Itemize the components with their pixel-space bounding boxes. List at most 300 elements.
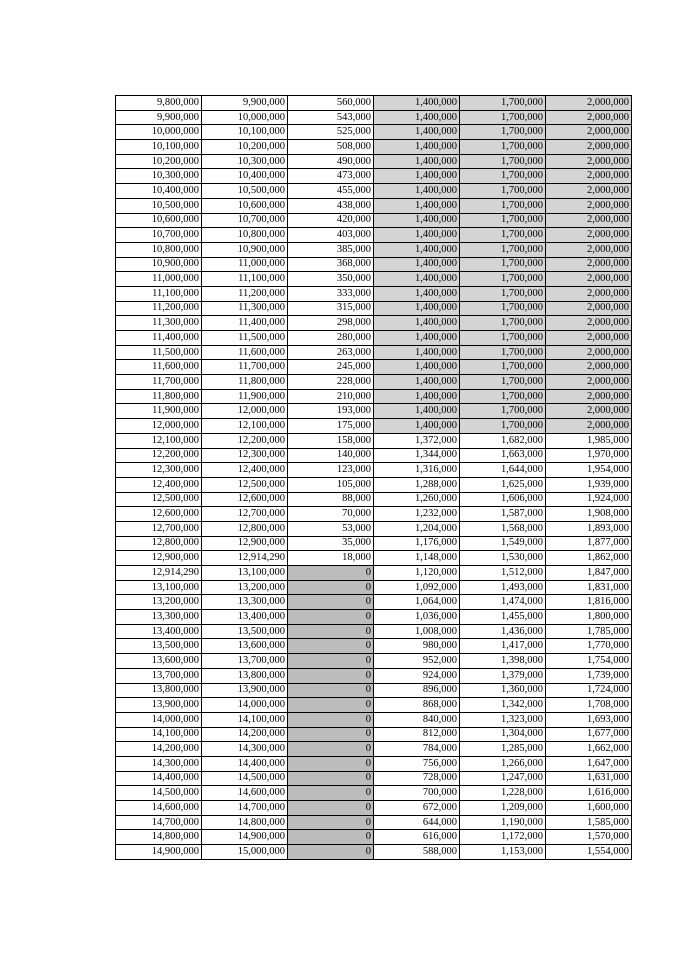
table-cell-col-f: 2,000,000 <box>546 331 632 346</box>
table-row <box>116 551 632 566</box>
table-cell-col-d: 1,400,000 <box>374 272 460 287</box>
table-cell-col-f: 1,816,000 <box>546 595 632 610</box>
table-cell-col-b: 14,100,000 <box>202 712 288 727</box>
table-cell-col-a: 9,900,000 <box>116 110 202 125</box>
table-cell-col-c: 0 <box>288 712 374 727</box>
table-cell-col-f: 1,739,000 <box>546 668 632 683</box>
table-row <box>116 668 632 683</box>
table-cell-col-a: 13,300,000 <box>116 610 202 625</box>
table-cell-col-f: 1,631,000 <box>546 771 632 786</box>
table-cell-col-f: 1,954,000 <box>546 463 632 478</box>
table-cell-col-a: 11,400,000 <box>116 331 202 346</box>
table-cell-col-b: 14,500,000 <box>202 771 288 786</box>
table-cell-col-b: 14,700,000 <box>202 801 288 816</box>
table-row <box>116 419 632 434</box>
table-cell-col-d: 700,000 <box>374 786 460 801</box>
table-cell-col-b: 12,200,000 <box>202 433 288 448</box>
table-cell-col-e: 1,285,000 <box>460 742 546 757</box>
table-cell-col-a: 13,800,000 <box>116 683 202 698</box>
table-cell-col-f: 2,000,000 <box>546 154 632 169</box>
table-cell-col-c: 438,000 <box>288 198 374 213</box>
table-cell-col-b: 10,400,000 <box>202 169 288 184</box>
table-cell-col-e: 1,587,000 <box>460 507 546 522</box>
table-cell-col-e: 1,247,000 <box>460 771 546 786</box>
table-cell-col-d: 1,400,000 <box>374 419 460 434</box>
table-cell-col-e: 1,700,000 <box>460 257 546 272</box>
table-cell-col-b: 13,400,000 <box>202 610 288 625</box>
table-cell-col-a: 10,000,000 <box>116 125 202 140</box>
table-cell-col-b: 15,000,000 <box>202 845 288 860</box>
table-cell-col-c: 420,000 <box>288 213 374 228</box>
table-cell-col-e: 1,700,000 <box>460 242 546 257</box>
table-cell-col-f: 1,724,000 <box>546 683 632 698</box>
table-cell-col-d: 1,176,000 <box>374 536 460 551</box>
table-row <box>116 683 632 698</box>
table-cell-col-a: 12,100,000 <box>116 433 202 448</box>
table-cell-col-e: 1,700,000 <box>460 419 546 434</box>
table-cell-col-f: 2,000,000 <box>546 389 632 404</box>
table-cell-col-e: 1,700,000 <box>460 213 546 228</box>
table-row <box>116 169 632 184</box>
table-cell-col-f: 2,000,000 <box>546 140 632 155</box>
table-cell-col-d: 1,120,000 <box>374 566 460 581</box>
table-cell-col-f: 1,754,000 <box>546 654 632 669</box>
table-cell-col-d: 1,400,000 <box>374 125 460 140</box>
table-row <box>116 198 632 213</box>
table-cell-col-a: 12,200,000 <box>116 448 202 463</box>
table-cell-col-e: 1,304,000 <box>460 727 546 742</box>
table-cell-col-b: 10,200,000 <box>202 140 288 155</box>
table-cell-col-e: 1,700,000 <box>460 154 546 169</box>
table-cell-col-e: 1,568,000 <box>460 521 546 536</box>
table-cell-col-e: 1,606,000 <box>460 492 546 507</box>
table-cell-col-a: 10,400,000 <box>116 184 202 199</box>
table-cell-col-c: 0 <box>288 624 374 639</box>
table-cell-col-e: 1,228,000 <box>460 786 546 801</box>
table-cell-col-d: 1,400,000 <box>374 198 460 213</box>
table-cell-col-a: 11,900,000 <box>116 404 202 419</box>
table-row <box>116 316 632 331</box>
table-cell-col-e: 1,700,000 <box>460 345 546 360</box>
table-cell-col-f: 2,000,000 <box>546 198 632 213</box>
table-cell-col-b: 12,100,000 <box>202 419 288 434</box>
table-row <box>116 536 632 551</box>
table-cell-col-a: 12,000,000 <box>116 419 202 434</box>
table-cell-col-b: 10,300,000 <box>202 154 288 169</box>
table-body <box>116 96 632 860</box>
table-cell-col-b: 14,300,000 <box>202 742 288 757</box>
table-cell-col-f: 1,893,000 <box>546 521 632 536</box>
table-cell-col-b: 11,500,000 <box>202 331 288 346</box>
table-cell-col-d: 1,344,000 <box>374 448 460 463</box>
table-cell-col-e: 1,700,000 <box>460 198 546 213</box>
table-row <box>116 463 632 478</box>
table-cell-col-f: 1,970,000 <box>546 448 632 463</box>
table-cell-col-d: 1,400,000 <box>374 213 460 228</box>
table-cell-col-c: 0 <box>288 771 374 786</box>
table-cell-col-b: 13,900,000 <box>202 683 288 698</box>
table-cell-col-d: 1,400,000 <box>374 404 460 419</box>
table-cell-col-e: 1,644,000 <box>460 463 546 478</box>
table-cell-col-c: 0 <box>288 727 374 742</box>
table-cell-col-c: 298,000 <box>288 316 374 331</box>
table-cell-col-e: 1,342,000 <box>460 698 546 713</box>
table-cell-col-a: 14,200,000 <box>116 742 202 757</box>
table-cell-col-b: 11,400,000 <box>202 316 288 331</box>
table-cell-col-b: 11,100,000 <box>202 272 288 287</box>
table-cell-col-d: 1,400,000 <box>374 228 460 243</box>
table-cell-col-a: 14,100,000 <box>116 727 202 742</box>
table-cell-col-e: 1,436,000 <box>460 624 546 639</box>
table-cell-col-a: 13,400,000 <box>116 624 202 639</box>
table-cell-col-d: 924,000 <box>374 668 460 683</box>
table-cell-col-f: 1,770,000 <box>546 639 632 654</box>
table-cell-col-d: 868,000 <box>374 698 460 713</box>
table-cell-col-b: 14,600,000 <box>202 786 288 801</box>
table-cell-col-c: 490,000 <box>288 154 374 169</box>
table-row <box>116 345 632 360</box>
table-cell-col-c: 228,000 <box>288 375 374 390</box>
table-cell-col-f: 1,600,000 <box>546 801 632 816</box>
table-cell-col-d: 1,400,000 <box>374 375 460 390</box>
table-cell-col-d: 952,000 <box>374 654 460 669</box>
table-cell-col-f: 2,000,000 <box>546 125 632 140</box>
table-cell-col-d: 616,000 <box>374 830 460 845</box>
table-cell-col-f: 1,877,000 <box>546 536 632 551</box>
table-cell-col-b: 14,800,000 <box>202 815 288 830</box>
table-cell-col-b: 12,000,000 <box>202 404 288 419</box>
table-row <box>116 845 632 860</box>
table-cell-col-d: 1,400,000 <box>374 242 460 257</box>
table-cell-col-d: 1,400,000 <box>374 301 460 316</box>
table-cell-col-c: 368,000 <box>288 257 374 272</box>
table-cell-col-b: 12,900,000 <box>202 536 288 551</box>
table-cell-col-d: 1,372,000 <box>374 433 460 448</box>
table-cell-col-d: 840,000 <box>374 712 460 727</box>
table-cell-col-b: 12,600,000 <box>202 492 288 507</box>
table-row <box>116 712 632 727</box>
table-cell-col-e: 1,625,000 <box>460 477 546 492</box>
table-cell-col-a: 13,500,000 <box>116 639 202 654</box>
table-cell-col-c: 105,000 <box>288 477 374 492</box>
table-cell-col-e: 1,323,000 <box>460 712 546 727</box>
table-cell-col-e: 1,663,000 <box>460 448 546 463</box>
table-cell-col-b: 13,500,000 <box>202 624 288 639</box>
table-cell-col-c: 560,000 <box>288 96 374 111</box>
table-cell-col-e: 1,474,000 <box>460 595 546 610</box>
table-cell-col-a: 14,000,000 <box>116 712 202 727</box>
table-cell-col-c: 175,000 <box>288 419 374 434</box>
table-cell-col-d: 1,204,000 <box>374 521 460 536</box>
table-cell-col-e: 1,700,000 <box>460 301 546 316</box>
table-cell-col-d: 1,400,000 <box>374 154 460 169</box>
table-cell-col-d: 1,008,000 <box>374 624 460 639</box>
table-row <box>116 639 632 654</box>
table-cell-col-f: 2,000,000 <box>546 345 632 360</box>
table-cell-col-c: 245,000 <box>288 360 374 375</box>
table-cell-col-e: 1,700,000 <box>460 96 546 111</box>
table-cell-col-b: 14,000,000 <box>202 698 288 713</box>
table-cell-col-a: 12,700,000 <box>116 521 202 536</box>
table-row <box>116 433 632 448</box>
table-row <box>116 242 632 257</box>
table-cell-col-b: 9,900,000 <box>202 96 288 111</box>
table-cell-col-e: 1,190,000 <box>460 815 546 830</box>
table-cell-col-c: 0 <box>288 698 374 713</box>
table-cell-col-e: 1,700,000 <box>460 169 546 184</box>
table-cell-col-b: 13,300,000 <box>202 595 288 610</box>
table-cell-col-b: 12,800,000 <box>202 521 288 536</box>
table-row <box>116 771 632 786</box>
table-cell-col-a: 11,100,000 <box>116 286 202 301</box>
table-row <box>116 756 632 771</box>
table-cell-col-b: 11,700,000 <box>202 360 288 375</box>
table-row <box>116 272 632 287</box>
table-cell-col-c: 385,000 <box>288 242 374 257</box>
table-cell-col-d: 980,000 <box>374 639 460 654</box>
table-cell-col-e: 1,266,000 <box>460 756 546 771</box>
table-cell-col-c: 525,000 <box>288 125 374 140</box>
table-cell-col-c: 0 <box>288 830 374 845</box>
table-cell-col-b: 11,900,000 <box>202 389 288 404</box>
table-cell-col-f: 1,908,000 <box>546 507 632 522</box>
table-cell-col-d: 1,288,000 <box>374 477 460 492</box>
table-cell-col-a: 14,900,000 <box>116 845 202 860</box>
table-cell-col-c: 70,000 <box>288 507 374 522</box>
table-cell-col-b: 10,700,000 <box>202 213 288 228</box>
table-cell-col-c: 0 <box>288 683 374 698</box>
table-cell-col-f: 1,585,000 <box>546 815 632 830</box>
table-cell-col-d: 1,400,000 <box>374 286 460 301</box>
table-row <box>116 184 632 199</box>
table-cell-col-a: 11,300,000 <box>116 316 202 331</box>
table-cell-col-b: 11,800,000 <box>202 375 288 390</box>
table-row <box>116 389 632 404</box>
table-cell-col-d: 1,260,000 <box>374 492 460 507</box>
table-cell-col-c: 0 <box>288 580 374 595</box>
table-cell-col-a: 11,800,000 <box>116 389 202 404</box>
table-cell-col-b: 10,100,000 <box>202 125 288 140</box>
table-row <box>116 154 632 169</box>
table-cell-col-c: 0 <box>288 566 374 581</box>
table-cell-col-c: 508,000 <box>288 140 374 155</box>
table-cell-col-a: 10,600,000 <box>116 213 202 228</box>
table-cell-col-c: 0 <box>288 654 374 669</box>
table-cell-col-b: 11,600,000 <box>202 345 288 360</box>
table-cell-col-e: 1,379,000 <box>460 668 546 683</box>
table-cell-col-f: 1,693,000 <box>546 712 632 727</box>
table-cell-col-b: 14,900,000 <box>202 830 288 845</box>
table-cell-col-d: 588,000 <box>374 845 460 860</box>
table-cell-col-b: 13,600,000 <box>202 639 288 654</box>
table-cell-col-d: 812,000 <box>374 727 460 742</box>
table-cell-col-d: 1,400,000 <box>374 331 460 346</box>
table-cell-col-c: 0 <box>288 801 374 816</box>
table-row <box>116 654 632 669</box>
table-cell-col-b: 11,300,000 <box>202 301 288 316</box>
table-cell-col-d: 1,148,000 <box>374 551 460 566</box>
table-cell-col-e: 1,360,000 <box>460 683 546 698</box>
table-cell-col-d: 1,400,000 <box>374 110 460 125</box>
table-cell-col-d: 784,000 <box>374 742 460 757</box>
table-cell-col-e: 1,512,000 <box>460 566 546 581</box>
table-cell-col-f: 1,677,000 <box>546 727 632 742</box>
table-cell-col-f: 2,000,000 <box>546 419 632 434</box>
table-cell-col-c: 123,000 <box>288 463 374 478</box>
table-cell-col-a: 11,000,000 <box>116 272 202 287</box>
table-cell-col-e: 1,209,000 <box>460 801 546 816</box>
table-row <box>116 521 632 536</box>
table-cell-col-e: 1,700,000 <box>460 272 546 287</box>
table-cell-col-b: 13,100,000 <box>202 566 288 581</box>
table-cell-col-a: 10,200,000 <box>116 154 202 169</box>
table-cell-col-e: 1,700,000 <box>460 125 546 140</box>
table-row <box>116 213 632 228</box>
table-row <box>116 360 632 375</box>
table-cell-col-e: 1,682,000 <box>460 433 546 448</box>
table-cell-col-d: 1,400,000 <box>374 360 460 375</box>
table-cell-col-d: 1,400,000 <box>374 345 460 360</box>
table-cell-col-c: 455,000 <box>288 184 374 199</box>
table-cell-col-e: 1,700,000 <box>460 375 546 390</box>
table-cell-col-f: 1,647,000 <box>546 756 632 771</box>
table-cell-col-f: 1,708,000 <box>546 698 632 713</box>
table-cell-col-f: 1,662,000 <box>546 742 632 757</box>
table-cell-col-f: 2,000,000 <box>546 96 632 111</box>
table-cell-col-a: 10,700,000 <box>116 228 202 243</box>
table-row <box>116 448 632 463</box>
table-cell-col-f: 1,862,000 <box>546 551 632 566</box>
table-cell-col-b: 10,500,000 <box>202 184 288 199</box>
table-cell-col-e: 1,172,000 <box>460 830 546 845</box>
table-cell-col-a: 9,800,000 <box>116 96 202 111</box>
table-cell-col-f: 2,000,000 <box>546 375 632 390</box>
table-cell-col-a: 12,900,000 <box>116 551 202 566</box>
table-cell-col-c: 0 <box>288 610 374 625</box>
table-cell-col-f: 1,554,000 <box>546 845 632 860</box>
table-cell-col-d: 1,400,000 <box>374 389 460 404</box>
table-row <box>116 727 632 742</box>
table-cell-col-c: 88,000 <box>288 492 374 507</box>
table-cell-col-a: 11,200,000 <box>116 301 202 316</box>
table-cell-col-c: 0 <box>288 845 374 860</box>
table-cell-col-f: 2,000,000 <box>546 257 632 272</box>
table-cell-col-f: 1,800,000 <box>546 610 632 625</box>
table-cell-col-b: 10,000,000 <box>202 110 288 125</box>
table-cell-col-c: 0 <box>288 786 374 801</box>
table-cell-col-a: 14,500,000 <box>116 786 202 801</box>
table-row <box>116 801 632 816</box>
table-cell-col-b: 12,400,000 <box>202 463 288 478</box>
table-cell-col-e: 1,700,000 <box>460 404 546 419</box>
table-cell-col-d: 1,232,000 <box>374 507 460 522</box>
table-cell-col-d: 1,400,000 <box>374 257 460 272</box>
table-row <box>116 742 632 757</box>
table-cell-col-f: 2,000,000 <box>546 286 632 301</box>
table-cell-col-d: 1,400,000 <box>374 316 460 331</box>
table-row <box>116 110 632 125</box>
table-cell-col-e: 1,417,000 <box>460 639 546 654</box>
table-cell-col-d: 644,000 <box>374 815 460 830</box>
table-cell-col-a: 12,300,000 <box>116 463 202 478</box>
table-cell-col-b: 12,500,000 <box>202 477 288 492</box>
table-cell-col-a: 12,500,000 <box>116 492 202 507</box>
table-cell-col-b: 11,200,000 <box>202 286 288 301</box>
table-cell-col-d: 756,000 <box>374 756 460 771</box>
table-cell-col-c: 35,000 <box>288 536 374 551</box>
table-row <box>116 830 632 845</box>
table-row <box>116 286 632 301</box>
table-cell-col-f: 1,616,000 <box>546 786 632 801</box>
table-cell-col-c: 403,000 <box>288 228 374 243</box>
table-cell-col-b: 10,900,000 <box>202 242 288 257</box>
table-cell-col-e: 1,700,000 <box>460 184 546 199</box>
table-cell-col-b: 12,914,290 <box>202 551 288 566</box>
table-cell-col-a: 14,300,000 <box>116 756 202 771</box>
table-cell-col-e: 1,700,000 <box>460 331 546 346</box>
table-cell-col-a: 14,800,000 <box>116 830 202 845</box>
table-row <box>116 140 632 155</box>
table-row <box>116 477 632 492</box>
table-cell-col-d: 1,036,000 <box>374 610 460 625</box>
table-cell-col-a: 11,600,000 <box>116 360 202 375</box>
table-cell-col-e: 1,700,000 <box>460 110 546 125</box>
table-cell-col-c: 53,000 <box>288 521 374 536</box>
table-cell-col-d: 1,400,000 <box>374 184 460 199</box>
table-cell-col-f: 2,000,000 <box>546 360 632 375</box>
table-cell-col-c: 0 <box>288 756 374 771</box>
table-cell-col-e: 1,398,000 <box>460 654 546 669</box>
table-cell-col-d: 896,000 <box>374 683 460 698</box>
table-cell-col-c: 263,000 <box>288 345 374 360</box>
table-cell-col-a: 10,500,000 <box>116 198 202 213</box>
table-cell-col-f: 1,939,000 <box>546 477 632 492</box>
table-row <box>116 404 632 419</box>
table-cell-col-a: 13,900,000 <box>116 698 202 713</box>
table-cell-col-b: 10,600,000 <box>202 198 288 213</box>
table-cell-col-d: 1,400,000 <box>374 140 460 155</box>
table-row <box>116 580 632 595</box>
table-cell-col-c: 0 <box>288 639 374 654</box>
table-row <box>116 624 632 639</box>
table-cell-col-a: 12,914,290 <box>116 566 202 581</box>
table-row <box>116 125 632 140</box>
table-cell-col-d: 1,092,000 <box>374 580 460 595</box>
table-cell-col-e: 1,700,000 <box>460 228 546 243</box>
table-cell-col-f: 2,000,000 <box>546 169 632 184</box>
table-row <box>116 786 632 801</box>
table-row <box>116 815 632 830</box>
table-cell-col-c: 315,000 <box>288 301 374 316</box>
table-cell-col-e: 1,700,000 <box>460 360 546 375</box>
table-row <box>116 331 632 346</box>
table-cell-col-a: 11,500,000 <box>116 345 202 360</box>
table-cell-col-f: 2,000,000 <box>546 213 632 228</box>
table-cell-col-f: 1,831,000 <box>546 580 632 595</box>
table-row <box>116 492 632 507</box>
table-cell-col-c: 210,000 <box>288 389 374 404</box>
table-cell-col-e: 1,549,000 <box>460 536 546 551</box>
table-row <box>116 595 632 610</box>
table-cell-col-a: 10,100,000 <box>116 140 202 155</box>
table-cell-col-b: 10,800,000 <box>202 228 288 243</box>
table-cell-col-c: 193,000 <box>288 404 374 419</box>
table-cell-col-a: 12,600,000 <box>116 507 202 522</box>
table-row <box>116 698 632 713</box>
table-cell-col-c: 543,000 <box>288 110 374 125</box>
table-cell-col-b: 14,200,000 <box>202 727 288 742</box>
table-cell-col-c: 158,000 <box>288 433 374 448</box>
